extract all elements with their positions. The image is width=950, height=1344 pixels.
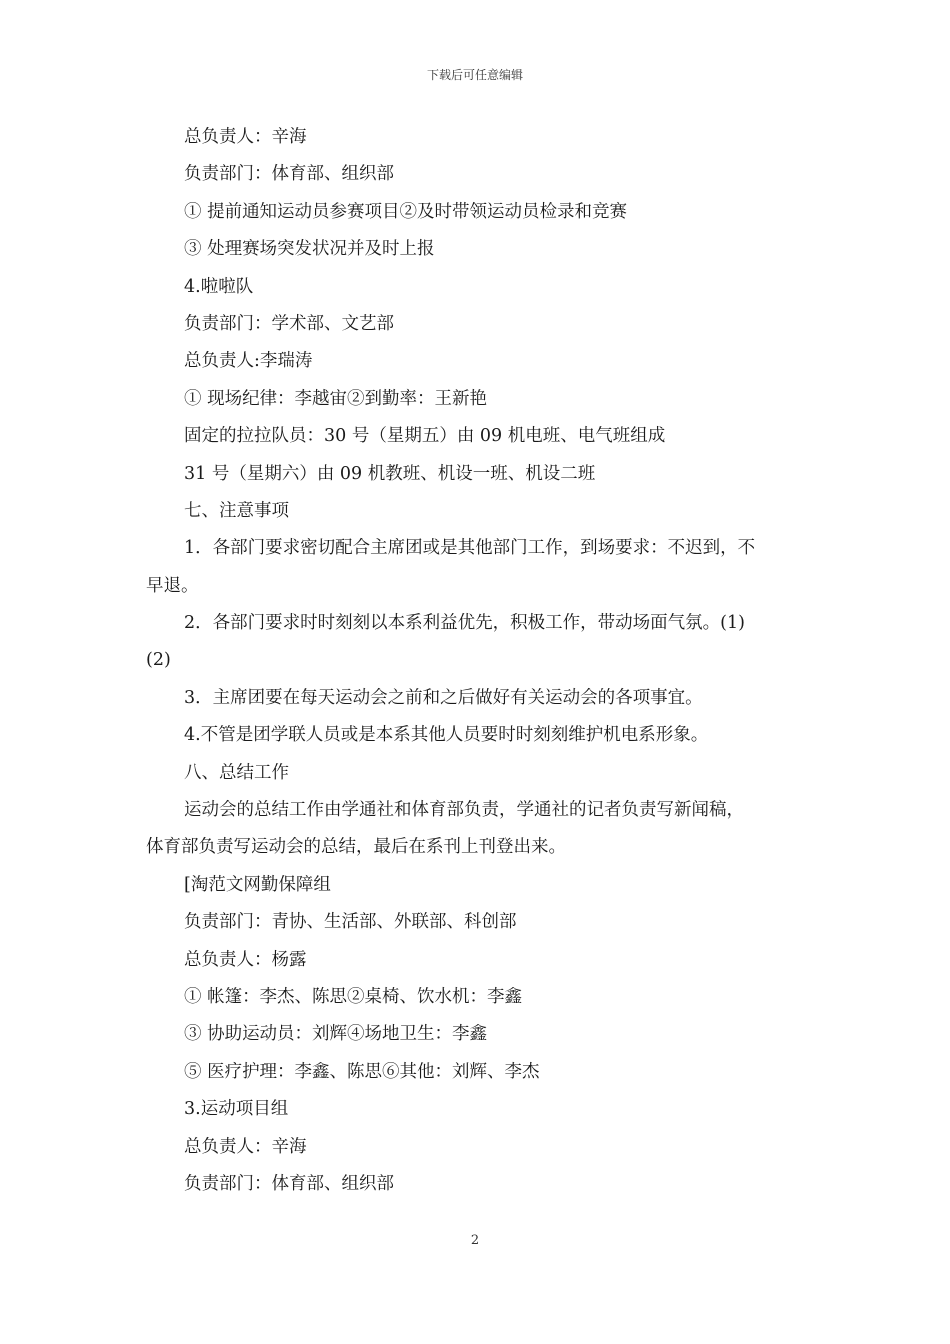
text-line: 总负责人：辛海 bbox=[184, 1136, 307, 1157]
text-line: 31 号（星期六）由 09 机教班、机设一班、机设二班 bbox=[184, 463, 596, 484]
section-heading: 4.啦啦队 bbox=[184, 276, 254, 297]
text-line: 3．主席团要在每天运动会之前和之后做好有关运动会的各项事宜。 bbox=[184, 687, 703, 708]
document-body bbox=[146, 119, 806, 1203]
text-line: ① 帐篷：李杰、陈思②桌椅、饮水机：李鑫 bbox=[184, 986, 523, 1007]
text-line: 总负责人:李瑞涛 bbox=[184, 351, 313, 372]
text-line: (2) bbox=[146, 650, 171, 671]
page-header: 下载后可任意编辑 bbox=[426, 68, 523, 82]
text-line: 负责部门：青协、生活部、外联部、科创部 bbox=[184, 912, 517, 933]
text-line: 固定的拉拉队员：30 号（星期五）由 09 机电班、电气班组成 bbox=[184, 426, 666, 447]
text-line: 1．各部门要求密切配合主席团或是其他部门工作，到场要求：不迟到，不 bbox=[184, 538, 756, 559]
text-line: 总负责人：杨露 bbox=[184, 949, 307, 970]
text-line: ① 现场纪律：李越宙②到勤率：王新艳 bbox=[184, 388, 488, 409]
section-heading: 3.运动项目组 bbox=[184, 1099, 289, 1120]
section-heading: [淘范文网勤保障组 bbox=[184, 874, 331, 895]
text-line: ① 提前通知运动员参赛项目②及时带领运动员检录和竞赛 bbox=[184, 201, 628, 222]
text-line: ③ 处理赛场突发状况并及时上报 bbox=[184, 239, 435, 260]
text-line: 2．各部门要求时时刻刻以本系利益优先，积极工作，带动场面气氛。(1) bbox=[184, 613, 745, 634]
text-line: 早退。 bbox=[146, 575, 199, 596]
section-heading: 八、总结工作 bbox=[184, 762, 289, 783]
text-line: 负责部门：学术部、文艺部 bbox=[184, 313, 394, 334]
text-line: ⑤ 医疗护理：李鑫、陈思⑥其他：刘辉、李杰 bbox=[184, 1061, 540, 1082]
text-line: 负责部门：体育部、组织部 bbox=[184, 164, 394, 185]
text-line: 负责部门：体育部、组织部 bbox=[184, 1173, 394, 1194]
text-line: ③ 协助运动员：刘辉④场地卫生：李鑫 bbox=[184, 1024, 488, 1045]
text-line: 4.不管是团学联人员或是本系其他人员要时时刻刻维护机电系形象。 bbox=[184, 725, 709, 746]
page-number: 2 bbox=[470, 1233, 480, 1248]
text-line: 运动会的总结工作由学通社和体育部负责，学通社的记者负责写新闻稿， bbox=[184, 800, 744, 821]
section-heading: 七、注意事项 bbox=[184, 500, 289, 521]
text-line: 总负责人：辛海 bbox=[184, 127, 307, 147]
text-line: 体育部负责写运动会的总结，最后在系刊上刊登出来。 bbox=[146, 837, 566, 858]
